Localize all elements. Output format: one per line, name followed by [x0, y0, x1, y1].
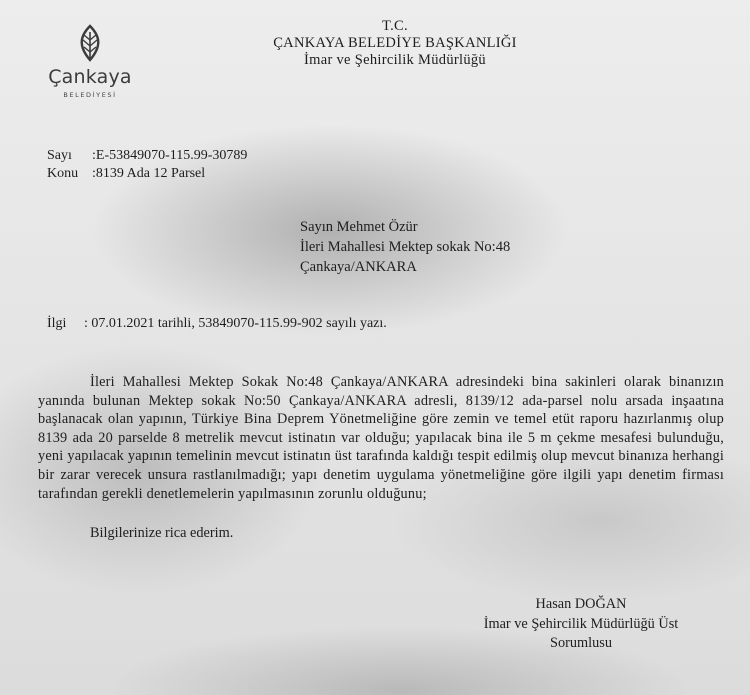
header-line-2: ÇANKAYA BELEDİYE BAŞKANLIĞI: [273, 35, 517, 51]
signature-block: [466, 595, 696, 654]
logo-name: Çankaya: [48, 66, 132, 88]
recipient-address-2: Çankaya/ANKARA: [300, 259, 417, 275]
recipient-name: Sayın Mehmet Özür: [300, 219, 418, 235]
leaf-icon: [40, 22, 140, 66]
header-line-3: İmar ve Şehircilik Müdürlüğü: [304, 52, 486, 68]
recipient-address-1: İleri Mahallesi Mektep sokak No:48: [300, 239, 511, 255]
municipality-logo: [40, 22, 140, 102]
closing-line: Bilgilerinize rica ederim.: [90, 525, 234, 541]
header-line-1: T.C.: [382, 18, 408, 34]
signatory-name: Hasan DOĞAN: [535, 596, 627, 612]
konu-value: :8139 Ada 12 Parsel: [92, 166, 206, 181]
konu-label: Konu: [47, 166, 79, 181]
logo-subtitle: BELEDİYESİ: [63, 91, 117, 99]
signatory-title-1: İmar ve Şehircilik Müdürlüğü Üst: [483, 615, 679, 632]
ilgi-label: İlgi: [47, 316, 67, 331]
sayi-value: :E-53849070-115.99-30789: [92, 148, 248, 163]
letter-body: [38, 373, 724, 503]
ilgi-value: : 07.01.2021 tarihli, 53849070-115.99-902 sayılı yazı.: [84, 316, 387, 331]
letterhead: [200, 18, 590, 69]
recipient-block: [300, 217, 540, 277]
body-paragraph: İleri Mahallesi Mektep Sokak No:48 Çankaya/ANKARA adresindeki bina sakinleri olarak binanızın yanında bulunan Mektep sokak No:50 Çankaya/ANKARA adresli, 8139/12 ada-parsel nolu arsada inşaatına başlanacak olan yapının, Türkiye Bina Deprem Yönetmeliğine göre zemin ve temel etüt raporu hazırlanmış olup 8139 ada 20 parselde 8 metrelik mevcut istinatın var olduğu; yapılacak bina ile 5 m çekme mesafesi bulunduğu, yeni yapılacak yapının temelinin mevcut istinatın üst tarafında kaldığı tespit edilmiş olup mevcut binanıza herhangi bir zarar verecek unsura rastlanılmadığı; yapı denetim uygulama yönetmeliğine göre ilgili yapı denetim firması tarafından gerekli denetlemelerin yapılmasının zorunlu olduğunu;: [38, 374, 724, 502]
sayi-label: Sayı: [47, 148, 72, 163]
signatory-title-2: Sorumlusu: [550, 635, 612, 651]
